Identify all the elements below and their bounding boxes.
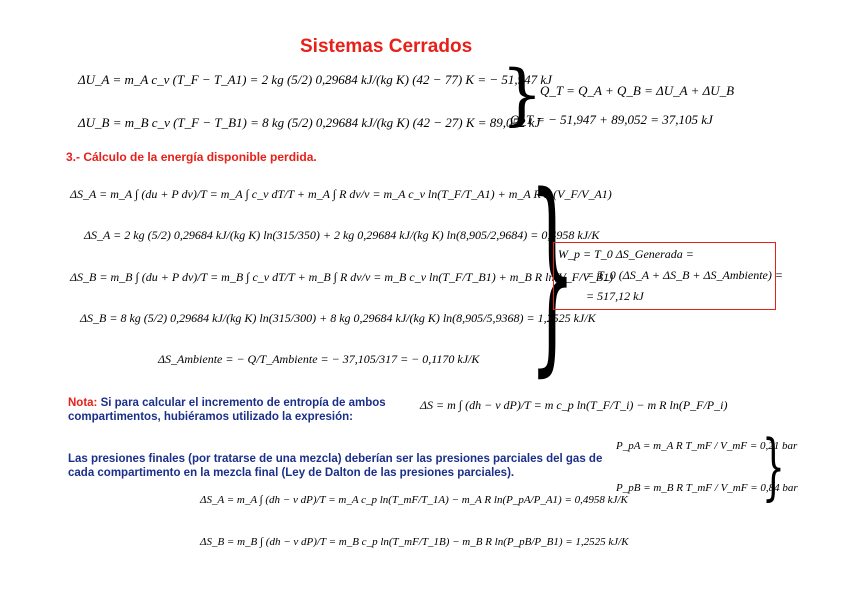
heat-total-value: Q_T = − 51,947 + 89,052 = 37,105 kJ	[510, 112, 713, 127]
section-heading: 3.- Cálculo de la energía disponible perdida.	[66, 150, 317, 164]
partial-pressure-b: P_pB = m_B R T_mF / V_mF = 0,84 bar	[616, 482, 798, 494]
note-paragraph	[68, 396, 408, 424]
note-formula: ΔS = m ∫ (dh − v dP)/T = m c_p ln(T_F/T_i) − m R ln(P_F/P_i)	[420, 398, 728, 412]
entropy-b-numeric: ΔS_B = 8 kg (5/2) 0,29684 kJ/(kg K) ln(315/300) + 8 kg 0,29684 kJ/(kg K) ln(8,905/5,9368) = 1,2525 kJ/K	[80, 311, 596, 325]
entropy-right-brace: }	[529, 150, 576, 395]
partial-pressure-a: P_pA = m_A R T_mF / V_mF = 0,21 bar	[616, 440, 798, 452]
entropy-a-general: ΔS_A = m_A ∫ (du + P dv)/T = m_A ∫ c_v dT/T + m_A ∫ R dv/v = m_A c_v ln(T_F/T_A1) + m_A R ln(V_F/V_A1)	[70, 187, 612, 201]
note-label: Nota:	[68, 397, 98, 409]
delta-u-a-equation: ΔU_A = m_A c_v (T_F − T_A1) = 2 kg (5/2) 0,29684 kJ/(kg K) (42 − 77) K = − 51,947 kJ	[78, 72, 552, 87]
entropy-a-numeric: ΔS_A = 2 kg (5/2) 0,29684 kJ/(kg K) ln(315/350) + 2 kg 0,29684 kJ/(kg K) ln(8,905/2,9684) = 0,4958 kJ/K	[84, 228, 600, 242]
page-title: Sistemas Cerrados	[300, 36, 473, 57]
entropy-b-corrected: ΔS_B = m_B ∫ (dh − v dP)/T = m_B c_p ln(T_mF/T_1B) − m_B R ln(P_pB/P_B1) = 1,2525 kJ/K	[200, 536, 629, 548]
note-text: Si para calcular el incremento de entropía de ambos compartimentos, hubiéramos utilizado la expresión:	[68, 397, 386, 423]
partial-pressure-brace: }	[762, 424, 785, 508]
lost-work-result: = 517,12 kJ	[586, 289, 644, 303]
entropy-a-corrected: ΔS_A = m_A ∫ (dh − v dP)/T = m_A c_p ln(T_mF/T_1A) − m_A R ln(P_pA/P_A1) = 0,4958 kJ/K	[200, 494, 628, 506]
delta-u-b-equation: ΔU_B = m_B c_v (T_F − T_B1) = 8 kg (5/2) 0,29684 kJ/(kg K) (42 − 27) K = 89,052 kJ	[78, 115, 541, 130]
lost-work-line-1: W_p = T_0 ΔS_Generada =	[558, 247, 694, 261]
entropy-b-general: ΔS_B = m_B ∫ (du + P dv)/T = m_B ∫ c_v dT/T + m_B ∫ R dv/v = m_B c_v ln(T_F/T_B1) + m_B R ln(V_F/V_B1)	[70, 270, 614, 284]
lost-work-line-2: = T_0 (ΔS_A + ΔS_B + ΔS_Ambiente) =	[586, 268, 783, 282]
partial-pressure-paragraph: Las presiones finales (por tratarse de una mezcla) deberían ser las presiones parciales del gas de cada compartimento en la mezcla final (Ley de Dalton de las presiones parciales).	[68, 453, 603, 479]
entropy-ambient: ΔS_Ambiente = − Q/T_Ambiente = − 37,105/317 = − 0,1170 kJ/K	[158, 352, 480, 366]
heat-total-definition: Q_T = Q_A + Q_B = ΔU_A + ΔU_B	[540, 83, 735, 98]
energy-right-brace: }	[501, 56, 543, 133]
